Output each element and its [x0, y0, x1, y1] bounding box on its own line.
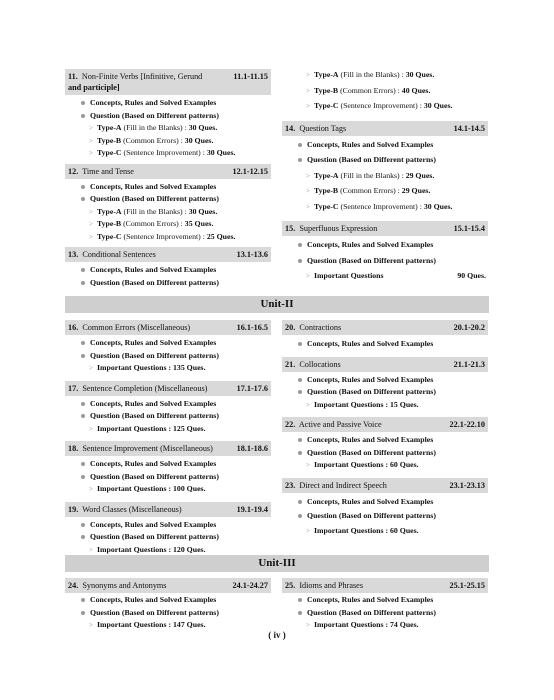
bullet-icon — [298, 611, 302, 615]
section-title: Non-Finite Verbs [Infinitive, Gerund — [81, 72, 203, 81]
bullet-icon — [298, 342, 302, 346]
list-subitem: > Important Questions : 100 Ques. — [65, 483, 271, 496]
toc-column-right-unit2 — [282, 320, 488, 537]
list-item: Question (Based on Different patterns) — [282, 510, 488, 523]
section-header — [65, 69, 271, 95]
section-header: 25. Idioms and Phrases 25.1-25.15 — [282, 578, 488, 593]
toc-section-13-cont — [282, 69, 488, 113]
bullet-icon — [81, 101, 85, 105]
list-subitem: > Important Questions : 74 Ques. — [282, 619, 488, 632]
list-item: Concepts, Rules and Solved Examples — [282, 594, 488, 607]
toc-section-19 — [65, 502, 271, 557]
toc-section-17 — [65, 381, 271, 436]
section-pages: 11.1-11.15 — [233, 72, 268, 81]
bullet-icon — [298, 514, 302, 518]
list-subitem: > Type-B (Common Errors) : 35 Ques. — [65, 218, 271, 231]
chevron-right-icon: > — [306, 86, 310, 95]
toc-column-left-top — [65, 69, 271, 289]
list-item: Question (Based on Different patterns) — [65, 193, 271, 206]
toc-column-left-unit3 — [65, 578, 271, 632]
bullet-icon — [298, 158, 302, 162]
list-item: Question (Based on Different patterns) — [65, 531, 271, 544]
list-item: Question (Based on Different patterns) — [65, 350, 271, 363]
list-subitem: > Type-C (Sentence Improvement) : 25 Ques. — [65, 231, 271, 244]
chevron-right-icon: > — [306, 102, 310, 110]
list-subitem: > Type-C (Sentence Improvement) : 30 Ques. — [282, 201, 488, 214]
list-item: Concepts, Rules and Solved Examples — [282, 496, 488, 509]
bullet-icon — [81, 281, 85, 285]
list-item: Question (Based on Different patterns) — [282, 607, 488, 620]
list-subitem: > Important Questions : 147 Ques. — [65, 619, 271, 632]
section-number: 11. — [68, 72, 78, 81]
section-header: 13. Conditional Sentences 13.1-13.6 — [65, 247, 271, 262]
bullet-icon — [81, 402, 85, 406]
list-item: Concepts, Rules and Solved Examples — [65, 97, 271, 110]
list-item: Concepts, Rules and Solved Examples — [65, 181, 271, 194]
chevron-right-icon: > — [306, 461, 310, 469]
bullet-icon — [81, 414, 85, 418]
section-header: 22. Active and Passive Voice 22.1-22.10 — [282, 417, 488, 432]
list-subitem: > Type-A (Fill in the Blanks) : 29 Ques. — [282, 170, 488, 183]
section-header: 17. Sentence Completion (Miscellaneous) 17.1-17.6 — [65, 381, 271, 396]
chevron-right-icon: > — [306, 71, 310, 79]
section-header: 12. Time and Tense 12.1-12.15 — [65, 164, 271, 179]
toc-section-21 — [282, 357, 488, 412]
section-header: 24. Synonyms and Antonyms 24.1-24.27 — [65, 578, 271, 593]
chevron-right-icon: > — [89, 136, 93, 145]
section-header: 15. Superfluous Expression 15.1-15.4 — [282, 221, 488, 236]
chevron-right-icon: > — [306, 400, 310, 409]
list-subitem: > Important Questions 90 Ques. — [282, 270, 488, 283]
chevron-right-icon: > — [306, 202, 310, 211]
toc-section-25 — [282, 578, 488, 632]
list-item: Concepts, Rules and Solved Examples — [282, 139, 488, 152]
chevron-right-icon: > — [89, 424, 93, 433]
chevron-right-icon: > — [89, 364, 93, 372]
chevron-right-icon: > — [89, 485, 93, 493]
list-subitem: > Important Questions : 60 Ques. — [282, 525, 488, 538]
section-header: 18. Sentence Improvement (Miscellaneous) 18.1-18.6 — [65, 441, 271, 456]
list-item: Concepts, Rules and Solved Examples — [65, 594, 271, 607]
bullet-icon — [298, 598, 302, 602]
bullet-icon — [298, 143, 302, 147]
list-subitem: > Type-C (Sentence Improvement) : 30 Ques. — [65, 147, 271, 160]
list-item: Concepts, Rules and Solved Examples — [282, 434, 488, 447]
bullet-icon — [81, 114, 85, 118]
list-item: Question (Based on Different patterns) — [282, 154, 488, 167]
bullet-icon — [81, 535, 85, 539]
bullet-icon — [298, 243, 302, 247]
bullet-icon — [81, 598, 85, 602]
list-item: Question (Based on Different patterns) — [282, 255, 488, 268]
list-item: Concepts, Rules and Solved Examples — [65, 337, 271, 350]
toc-section-13 — [65, 247, 271, 289]
toc-section-24 — [65, 578, 271, 632]
list-item: Question (Based on Different patterns) — [65, 277, 271, 290]
section-header: 20. Contractions 20.1-20.2 — [282, 320, 488, 335]
chevron-right-icon: > — [89, 220, 93, 228]
toc-section-20 — [282, 320, 488, 351]
section-header: 16. Common Errors (Miscellaneous) 16.1-16.5 — [65, 320, 271, 335]
list-item: Concepts, Rules and Solved Examples — [65, 398, 271, 411]
list-item: Question (Based on Different patterns) — [65, 471, 271, 484]
toc-section-14 — [282, 121, 488, 214]
section-header: 21. Collocations 21.1-21.3 — [282, 357, 488, 372]
bullet-icon — [81, 611, 85, 615]
chevron-right-icon: > — [89, 545, 93, 554]
unit-heading: Unit-II — [65, 296, 489, 313]
bullet-icon — [81, 341, 85, 345]
chevron-right-icon: > — [89, 207, 93, 216]
toc-section-15 — [282, 221, 488, 283]
bullet-icon — [298, 259, 302, 263]
chevron-right-icon: > — [306, 171, 310, 180]
bullet-icon — [298, 451, 302, 455]
list-subitem: > Important Questions : 120 Ques. — [65, 544, 271, 557]
chevron-right-icon: > — [306, 272, 310, 280]
toc-section-23 — [282, 478, 488, 538]
bullet-icon — [298, 390, 302, 394]
chevron-right-icon: > — [89, 621, 93, 629]
bullet-icon — [81, 185, 85, 189]
toc-column-left-unit2 — [65, 320, 271, 556]
bullet-icon — [298, 378, 302, 382]
list-subitem: > Important Questions : 15 Ques. — [282, 399, 488, 412]
list-item: Concepts, Rules and Solved Examples — [65, 264, 271, 277]
list-subitem: > Important Questions : 125 Ques. — [65, 423, 271, 436]
toc-section-16 — [65, 320, 271, 375]
toc-section-12 — [65, 164, 271, 244]
bullet-icon — [81, 475, 85, 479]
bullet-icon — [298, 500, 302, 504]
bullet-icon — [81, 523, 85, 527]
chevron-right-icon: > — [89, 232, 93, 241]
section-header: 19. Word Classes (Miscellaneous) 19.1-19.4 — [65, 502, 271, 517]
section-title-cont: and participle] — [68, 83, 120, 92]
toc-column-right-top — [282, 69, 488, 283]
list-subitem: > Type-A (Fill in the Blanks) : 30 Ques. — [65, 206, 271, 219]
bullet-icon — [81, 354, 85, 358]
chevron-right-icon: > — [89, 149, 93, 157]
chevron-right-icon: > — [89, 124, 93, 132]
page-number: ( iv ) — [268, 630, 286, 640]
list-subitem: > Important Questions : 135 Ques. — [65, 362, 271, 375]
list-subitem: > Type-B (Common Errors) : 40 Ques. — [282, 85, 488, 98]
toc-section-22 — [282, 417, 488, 472]
list-subitem: > Type-C (Sentence Improvement) : 30 Ques. — [282, 100, 488, 113]
chevron-right-icon: > — [306, 526, 310, 535]
list-subitem: > Type-A (Fill in the Blanks) : 30 Ques. — [65, 122, 271, 135]
list-subitem: > Type-B (Common Errors) : 30 Ques. — [65, 135, 271, 148]
chevron-right-icon: > — [306, 621, 310, 629]
list-item: Concepts, Rules and Solved Examples — [282, 374, 488, 387]
toc-section-11 — [65, 69, 271, 160]
list-item: Question (Based on Different patterns) — [282, 447, 488, 460]
list-item: Question (Based on Different patterns) — [282, 386, 488, 399]
list-item: Concepts, Rules and Solved Examples — [65, 519, 271, 532]
list-item: Concepts, Rules and Solved Examples — [65, 458, 271, 471]
section-header: 14. Question Tags 14.1-14.5 — [282, 121, 488, 136]
bullet-icon — [298, 438, 302, 442]
chevron-right-icon: > — [306, 187, 310, 195]
list-subitem: > Type-B (Common Errors) : 29 Ques. — [282, 185, 488, 198]
list-item: Question (Based on Different patterns) — [65, 110, 271, 123]
list-item: Concepts, Rules and Solved Examples — [282, 338, 488, 351]
toc-section-18 — [65, 441, 271, 496]
toc-column-right-unit3 — [282, 578, 488, 632]
list-subitem: > Important Questions : 60 Ques. — [282, 459, 488, 472]
list-item: Question (Based on Different patterns) — [65, 607, 271, 620]
section-header: 23. Direct and Indirect Speech 23.1-23.13 — [282, 478, 488, 493]
list-item: Concepts, Rules and Solved Examples — [282, 239, 488, 252]
bullet-icon — [81, 268, 85, 272]
bullet-icon — [81, 197, 85, 201]
list-subitem: > Type-A (Fill in the Blanks) : 30 Ques. — [282, 69, 488, 82]
list-item: Question (Based on Different patterns) — [65, 410, 271, 423]
unit-heading: Unit-III — [65, 555, 489, 572]
bullet-icon — [81, 462, 85, 466]
